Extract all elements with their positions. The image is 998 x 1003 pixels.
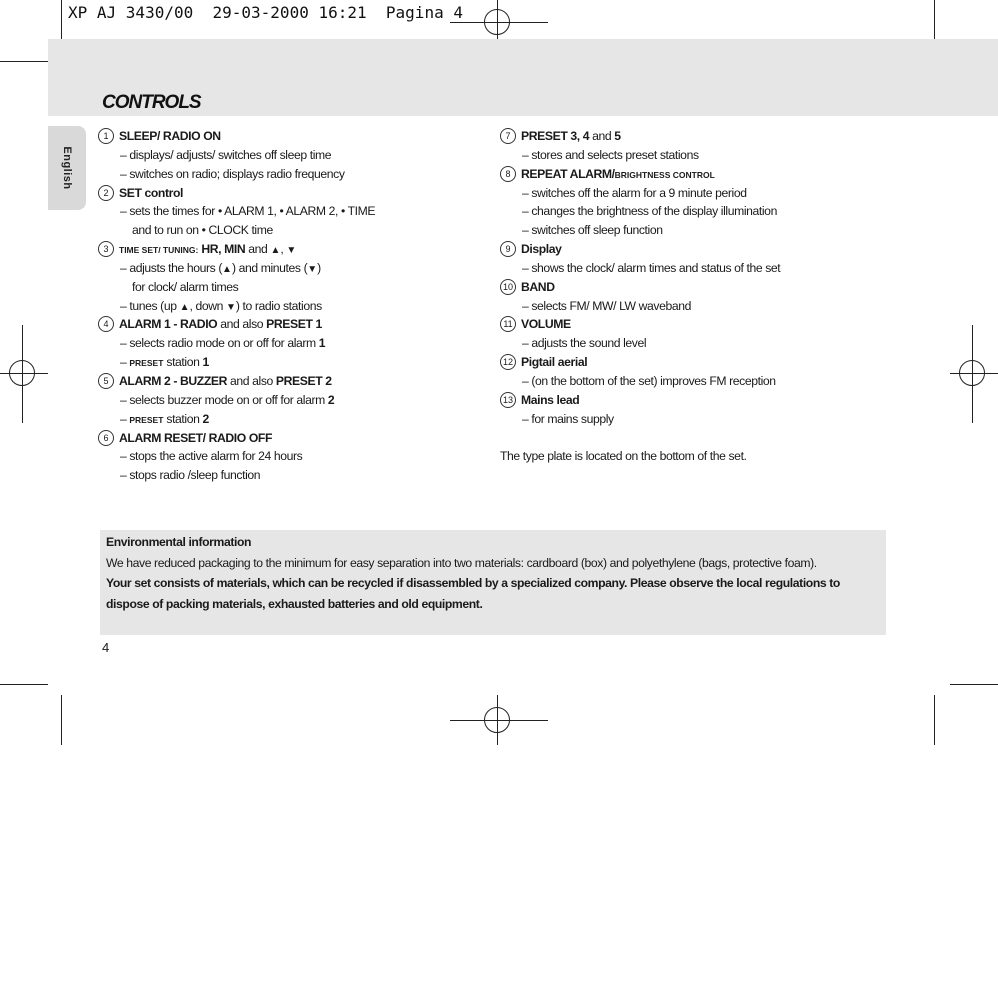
item-desc: – adjusts the sound level [522,336,647,351]
up-arrow-icon: ▲ [222,263,232,275]
comma: , [218,242,222,257]
page-title: CONTROLS [102,92,201,113]
item-desc: – for mains supply [522,411,614,426]
item-title: SLEEP/ RADIO ON [119,129,221,143]
item-title-smallcaps: BRIGHTNESS CONTROL [614,169,715,180]
item-number: 4 [98,316,114,332]
item-desc [98,334,493,353]
also-text: and also [230,373,273,388]
item-desc [98,297,493,316]
item-number: 13 [500,392,516,408]
control-item-13 [500,391,890,410]
item-desc: and to run on • CLOCK time [132,223,273,238]
crop-mark-bl-v [61,695,62,745]
control-item-3 [98,240,493,259]
desc-text: – tunes (up [120,298,180,313]
env-heading: Environmental information [106,535,252,549]
slug-date: 29-03-2000 [212,3,309,22]
item-desc [98,410,493,429]
item-title: REPEAT ALARM/ [521,166,615,181]
preset-label: PRESET 2 [275,373,332,388]
control-item-11 [500,315,890,334]
item-number: 6 [98,430,114,446]
down-arrow-icon: ▼ [307,263,318,275]
item-title: BAND [521,279,555,294]
control-item-1 [98,127,493,146]
comma: , [280,242,284,257]
desc-text: ) [317,260,321,275]
item-desc: – selects FM/ MW/ LW waveband [522,298,692,313]
alarm-number: 1 [318,336,326,351]
item-desc: – sets the times for • ALARM 1, • ALARM 2, • TIME [120,204,376,219]
up-arrow-icon: ▲ [270,245,281,257]
crop-mark-bl-h [0,684,48,685]
item-desc: – stops the active alarm for 24 hours [120,449,303,464]
crop-mark-br-v [934,695,935,745]
control-item-10 [500,278,890,297]
item-title: Display [521,242,562,257]
item-number: 7 [500,128,516,144]
item-title: PRESET 3, 4 [521,129,590,143]
control-item-6 [98,429,493,448]
desc-text: station [163,411,203,426]
language-label: English [61,146,73,190]
preset-five: 5 [614,129,621,143]
item-desc: – displays/ adjusts/ switches off sleep time [120,147,332,162]
desc-text: – selects buzzer mode on or off for alarm [120,392,328,407]
and-text: and [248,242,268,257]
control-item-9 [500,240,890,259]
item-title: ALARM 1 - RADIO [119,317,218,332]
item-title: ALARM 2 - BUZZER [119,373,228,388]
station-number: 1 [202,355,209,370]
desc-text: – [120,355,130,370]
page-number: 4 [102,640,110,655]
item-number: 10 [500,279,516,295]
item-number: 5 [98,373,114,389]
item-title-smallcaps: TIME SET/ TUNING: [119,245,199,256]
item-number: 11 [500,316,516,332]
env-recycling-note: Your set consists of materials, which can be recycled if disassembled by a specialized company. Please observe the local regulations to dispose of packing materials, exhausted batteries and old equipment. [106,576,840,611]
control-item-8 [500,165,890,184]
item-number: 8 [500,166,516,182]
up-arrow-icon: ▲ [179,301,190,313]
desc-text: – [120,411,130,426]
language-tab [48,126,86,210]
item-title: VOLUME [521,317,571,332]
control-item-5 [98,372,493,391]
item-desc: for clock/ alarm times [132,279,239,294]
item-title: ALARM RESET/ RADIO OFF [119,430,273,445]
and-text: and [592,129,612,143]
env-body: We have reduced packaging to the minimum for easy separation into two materials: cardboard (box) and polyethylene (bags, protective foam). [106,555,817,570]
hr-label: HR [201,242,219,257]
preset-smallcaps: PRESET [129,414,164,425]
min-label: MIN [224,242,246,257]
station-number: 2 [202,411,209,426]
item-desc [98,259,493,278]
preset-label: PRESET 1 [266,317,322,332]
item-desc: – switches on radio; displays radio frequency [120,166,345,181]
slug-job: XP AJ 3430/00 [68,3,194,22]
item-desc [98,391,493,410]
item-desc: – stores and selects preset stations [522,147,699,162]
alarm-number: 2 [327,392,335,407]
item-title: Pigtail aerial [521,355,588,370]
desc-text: – selects radio mode on or off for alarm [120,336,319,351]
item-number: 9 [500,241,516,257]
desc-text: , down [189,298,226,313]
item-number: 3 [98,241,114,257]
control-item-7 [500,127,890,146]
item-title: SET control [119,185,183,200]
item-desc: – changes the brightness of the display illumination [522,204,777,219]
print-slug [68,3,463,22]
item-desc [98,353,493,372]
down-arrow-icon: ▼ [225,301,236,313]
down-arrow-icon: ▼ [286,245,297,257]
also-text: and also [220,317,264,332]
controls-list-right [500,127,890,465]
item-number: 1 [98,128,114,144]
preset-smallcaps: PRESET [129,358,164,369]
control-item-4 [98,315,493,334]
desc-text: – adjusts the hours ( [120,260,223,275]
controls-list-left [98,127,493,485]
desc-text: station [163,355,203,370]
crop-mark-br-h [950,684,998,685]
environmental-info-box [100,530,886,635]
control-item-12 [500,353,890,372]
item-number: 12 [500,354,516,370]
slug-time: 16:21 [318,3,367,22]
item-desc: – stops radio /sleep function [120,468,261,483]
item-number: 2 [98,185,114,201]
item-desc: – shows the clock/ alarm times and status of the set [522,260,781,275]
slug-page: Pagina 4 [385,3,463,22]
desc-text: ) to radio stations [235,298,322,313]
item-desc: – switches off sleep function [522,223,663,238]
desc-text: ) and minutes ( [231,260,308,275]
item-desc: – (on the bottom of the set) improves FM reception [522,373,776,388]
item-title: Mains lead [521,392,580,407]
type-plate-note: The type plate is located on the bottom of the set. [500,448,747,463]
crop-mark-tl-h [0,61,48,62]
control-item-2 [98,184,493,203]
item-desc: – switches off the alarm for a 9 minute period [522,185,747,200]
